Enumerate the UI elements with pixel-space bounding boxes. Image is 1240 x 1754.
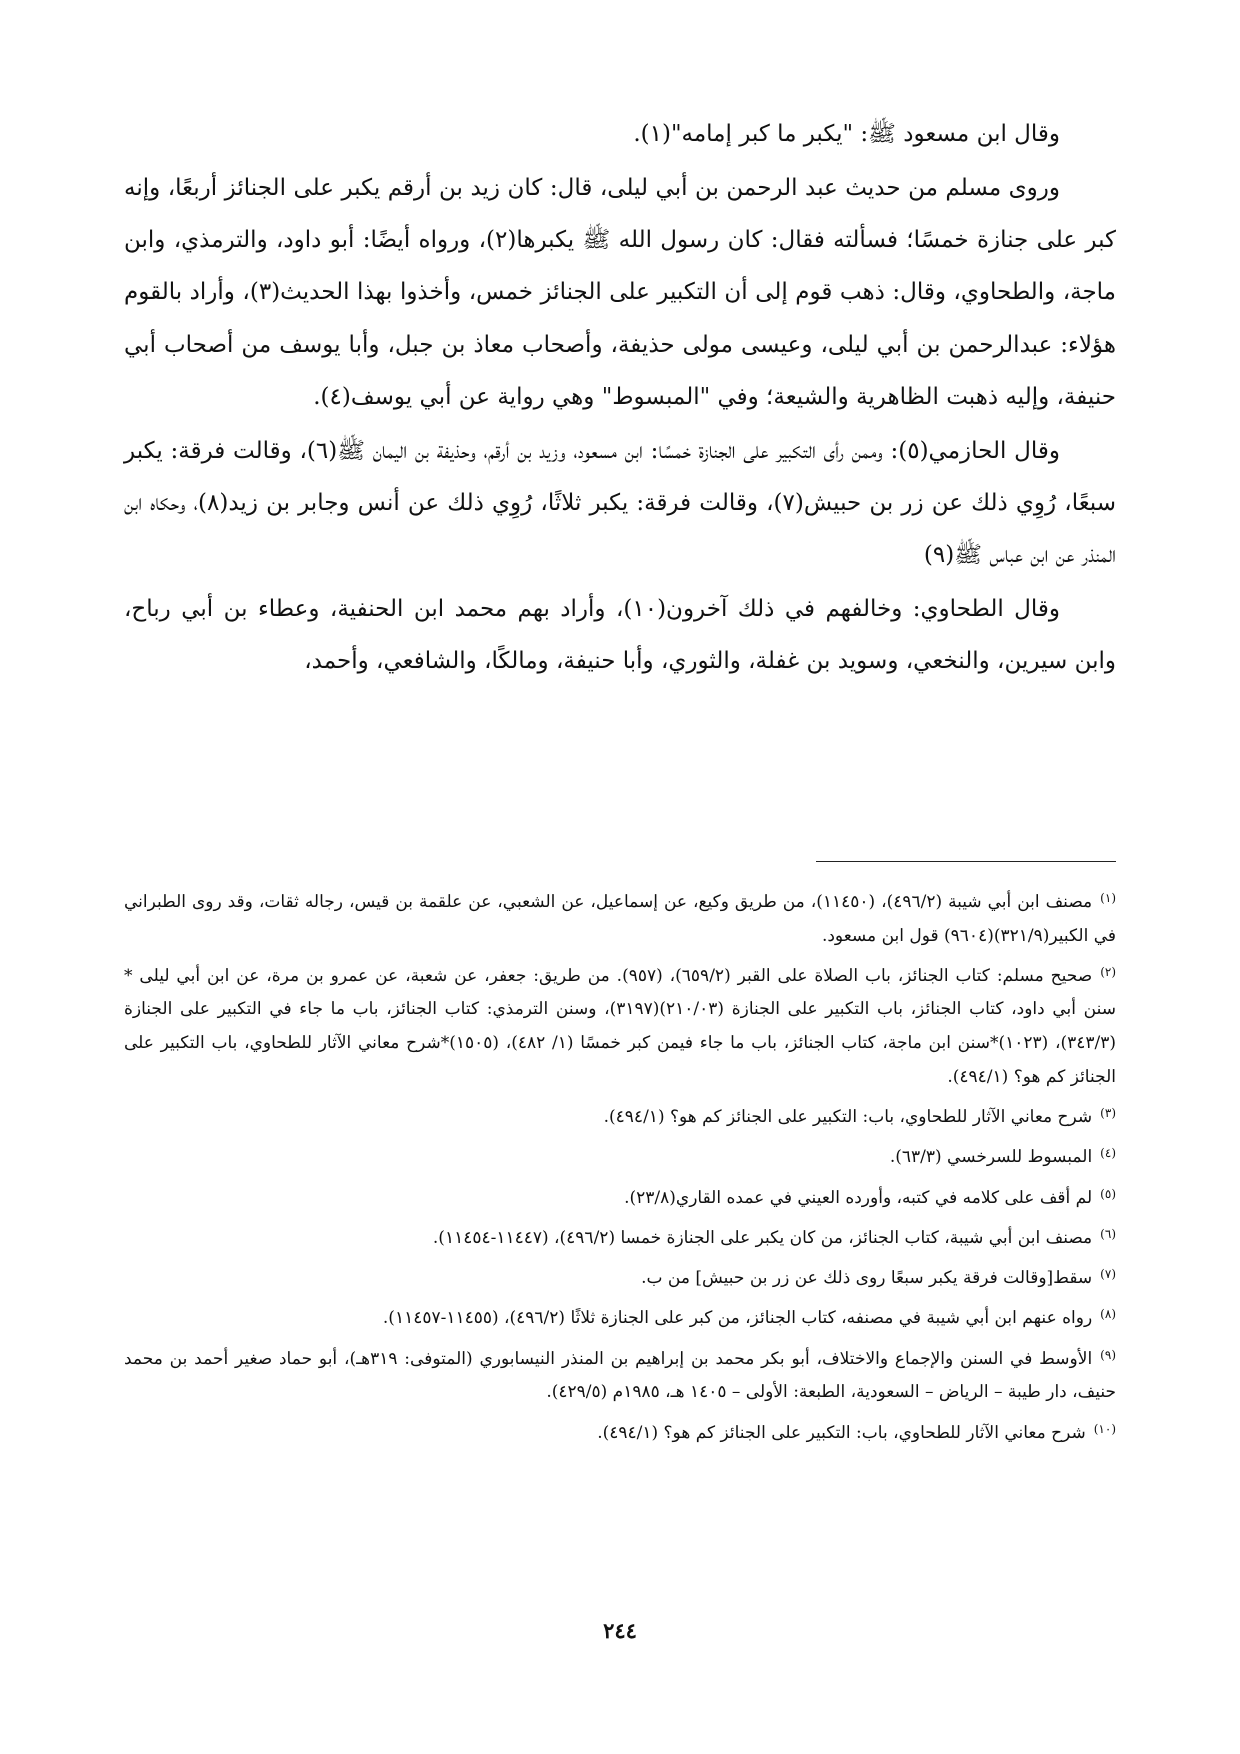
main-body-text <box>124 108 1116 689</box>
footnote-text: مصنف ابن أبي شيبة، كتاب الجنائز، من كان يكبر على الجنازة خمسا (٤٩٦/٢)، (١١٤٤٧-١١٤٥٤). <box>432 1227 1093 1248</box>
footnote-3 <box>124 1097 1116 1135</box>
footnote-4 <box>124 1137 1116 1175</box>
footnote-marker: (١) <box>1100 891 1116 905</box>
footnote-text: سقط[وقالت فرقة يكبر سبعًا روى ذلك عن زر بن حبيش] من ب. <box>641 1268 1093 1289</box>
footnote-text: لم أقف على كلامه في كتبه، وأورده العيني في عمده القاري(٢٣/٨). <box>624 1187 1093 1208</box>
footnote-text: صحيح مسلم: كتاب الجنائز، باب الصلاة على القبر (٦٥٩/٢)، (٩٥٧). من طريق: جعفر، عن شعبة، عن عمرو بن مرة، عن ابن أبي ليلى * سنن أبي داود، كتاب الجنائز، باب التكبير على الجنازة (٢١٠/٠٣)(٣١٩٧)، وسنن الترمذي: كتاب الجنائز، باب ما جاء في التكبير على الجنازة (٣٤٣/٣)، (١٠٢٣)*سنن ابن ماجة، كتاب الجنائز، باب ما جاء فيمن كبر خمسًا (١/ ٤٨٢)، (١٥٠٥)*شرح معاني الآثار للطحاوي، باب التكبير على الجنائز كم هو؟ (٤٩٤/١). <box>124 965 1117 1087</box>
footnote-marker: (٧) <box>1100 1267 1116 1282</box>
footnote-10 <box>124 1413 1116 1451</box>
footnote-8 <box>124 1298 1116 1336</box>
footnote-marker: (٥) <box>1100 1186 1116 1201</box>
body-paragraph-2: وروى مسلم من حديث عبد الرحمن بن أبي ليلى، قال: كان زيد بن أرقم يكبر على الجنائز أربعًا، وإنه كبر على جنازة خمسًا؛ فسألته فقال: كان رسول الله ﷺ يكبرها(٢)، ورواه أيضًا: أبو داود، والترمذي، وابن ماجة، والطحاوي، وقال: ذهب قوم إلى أن التكبير على الجنائز خمس، وأخذوا بهذا الحديث(٣)، وأراد بالقوم هؤلاء: عبدالرحمن بن أبي ليلى، وعيسى مولى حذيفة، وأصحاب معاذ بن جبل، وأبا يوسف من أصحاب أبي حنيفة، وإليه ذهبت الظاهرية والشيعة؛ وفي "المبسوط" وهي رواية عن أبي يوسف(٤). <box>124 174 1116 410</box>
footnote-5 <box>124 1178 1116 1216</box>
page-number: ٢٤٤ <box>603 1618 637 1643</box>
body-paragraph-3: وقال الحازمي(٥): وممن رأى التكبير على الجنازة خمسًا: ابن مسعود، وزيد بن أرقم، وحذيفة بن اليمان ﷺ(٦)، وقالت فرقة: يكبر سبعًا، رُوِي ذلك عن زر بن حبيش(٧)، وقالت فرقة: يكبر ثلاثًا، رُوِي ذلك عن أنس وجابر بن زيد(٨)، وحكاه ابن المنذر عن ابن عباس ﷺ(٩) <box>124 437 1117 569</box>
body-paragraph-1: وقال ابن مسعود ﷺ: "يكبر ما كبر إمامه"(١). <box>633 121 1060 147</box>
footnote-marker: (٢) <box>1100 964 1117 979</box>
footnote-text: الأوسط في السنن والإجماع والاختلاف، أبو بكر محمد بن إبراهيم بن المنذر النيسابوري (المتوفى: ٣١٩هـ)، أبو حماد صغير أحمد بن محمد حنيف، دار طيبة – الرياض – السعودية، الطبعة: الأولى – ١٤٠٥ هـ، ١٩٨٥م (٤٢٩/٥). <box>124 1348 1116 1403</box>
footnote-marker: (٩) <box>1100 1347 1116 1362</box>
footnote-text: شرح معاني الآثار للطحاوي، باب: التكبير على الجنائز كم هو؟ (٤٩٤/١). <box>597 1422 1086 1443</box>
footnote-separator <box>816 861 1116 862</box>
footnote-6 <box>124 1218 1116 1256</box>
footnote-9 <box>124 1339 1116 1410</box>
footnote-7 <box>124 1258 1116 1296</box>
footnotes-section <box>124 882 1116 1453</box>
footnote-marker: (٣) <box>1100 1105 1116 1120</box>
footnote-marker: (٦) <box>1100 1226 1116 1241</box>
footnote-2 <box>124 956 1116 1094</box>
footnote-marker: (٤) <box>1100 1146 1116 1161</box>
footnote-text: رواه عنهم ابن أبي شيبة في مصنفه، كتاب الجنائز، من كبر على الجنازة ثلاثًا (٤٩٦/٢)، (١١٤٥٥-١١٤٥٧). <box>382 1308 1093 1329</box>
footnote-text: مصنف ابن أبي شيبة (٤٩٦/٢)، (١١٤٥٠)، من طريق وكيع، عن إسماعيل، عن الشعبي، عن علقمة بن قيس، رجاله ثقات، وقد روى الطبراني في الكبير(٣٢١/٩)(٩٦٠٤) قول ابن مسعود. <box>124 892 1116 946</box>
footnote-marker: (٨) <box>1100 1307 1116 1322</box>
body-paragraph-4: وقال الطحاوي: وخالفهم في ذلك آخرون(١٠)، وأراد بهم محمد ابن الحنفية، وعطاء بن أبي رباح، وابن سيرين، والنخعي، وسويد بن غفلة، والثوري، وأبا حنيفة، ومالكًا، والشافعي، وأحمد، <box>124 596 1116 675</box>
footnote-marker: (١٠) <box>1093 1421 1116 1436</box>
footnote-text: المبسوط للسرخسي (٦٣/٣). <box>889 1147 1093 1168</box>
footnote-1 <box>124 882 1116 953</box>
document-page <box>124 0 1116 1754</box>
footnote-text: شرح معاني الآثار للطحاوي، باب: التكبير على الجنائز كم هو؟ (٤٩٤/١). <box>603 1106 1093 1127</box>
